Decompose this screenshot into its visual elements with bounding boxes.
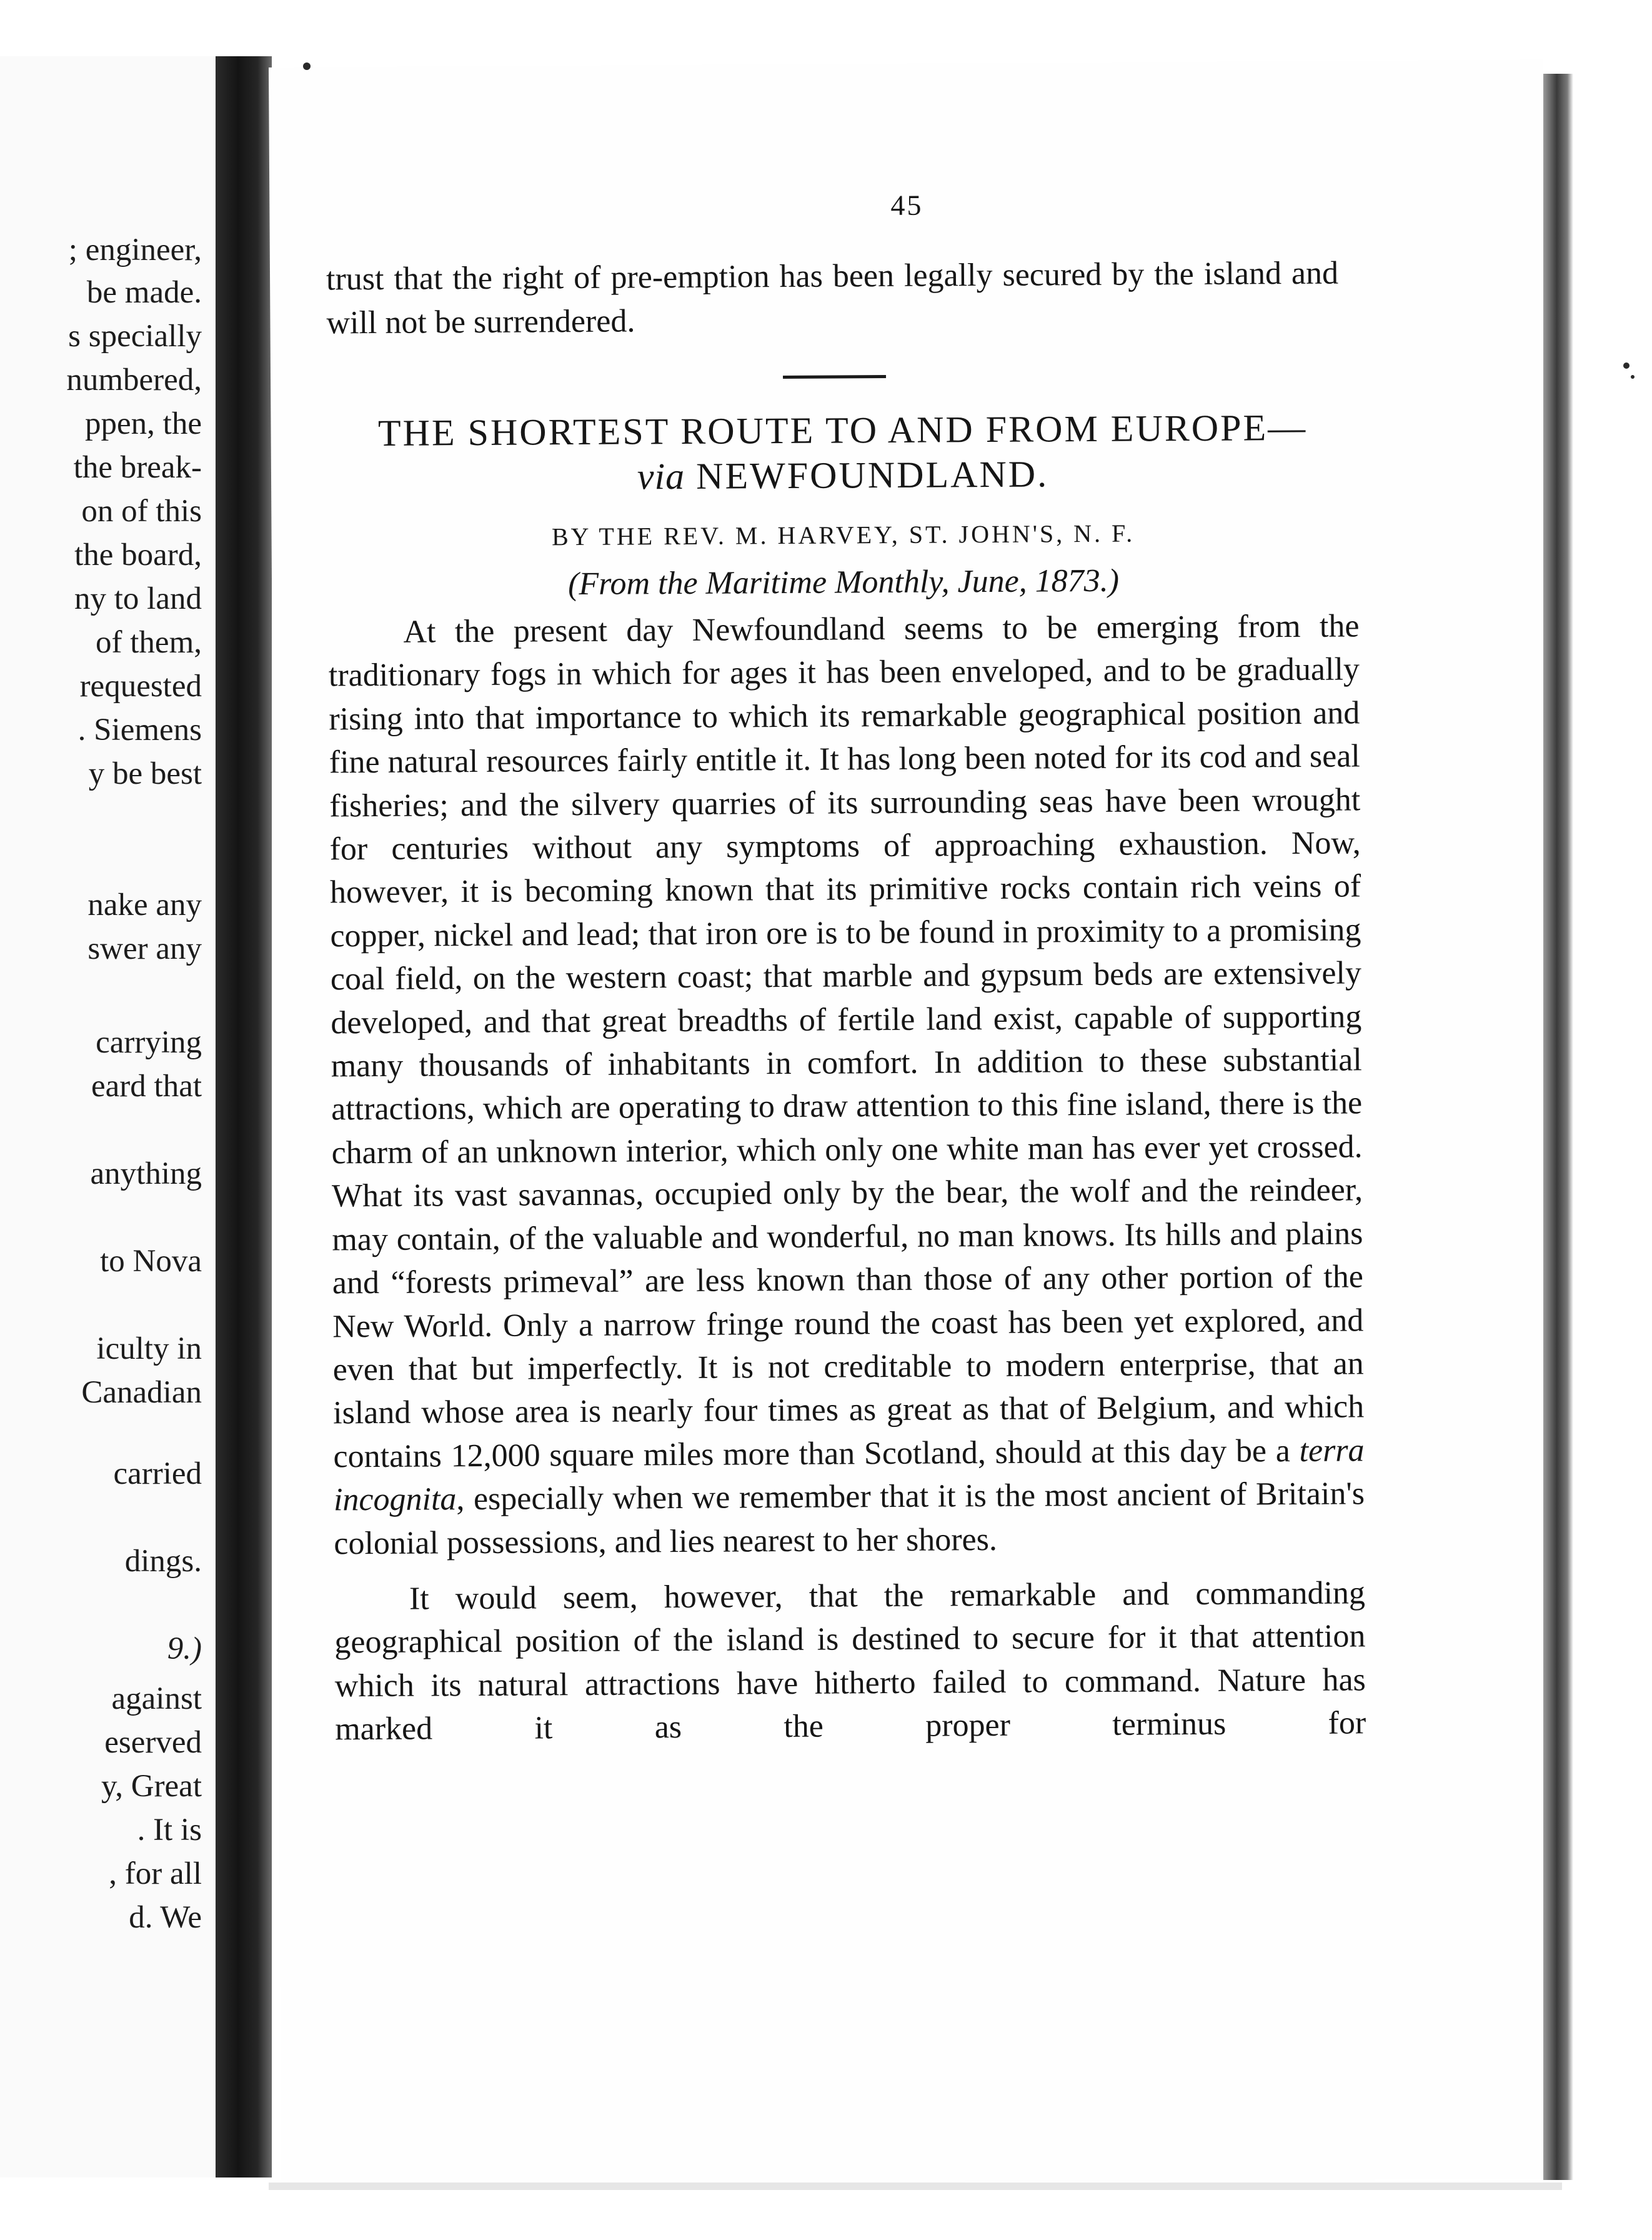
left-page-line: iculty in <box>96 1331 202 1366</box>
left-page-line: carried <box>113 1456 202 1491</box>
left-page-line: the board, <box>74 538 202 572</box>
left-page-line: be made. <box>86 275 202 310</box>
left-page-line: y, Great <box>101 1769 202 1804</box>
left-page-line: against <box>111 1681 202 1716</box>
continued-paragraph <box>326 252 1339 346</box>
paragraph-2: It would seem, however, that the remarkable and commanding geographical position of the island is destined to secure for it that attention which its natural attractions have hitherto failed to command. Nature has marked it as the proper terminus for <box>334 1575 1366 1748</box>
left-page-line: eard that <box>91 1069 202 1104</box>
left-page-line: nake any <box>87 888 202 922</box>
left-facing-page <box>0 56 216 2178</box>
section-divider-rule <box>783 375 886 379</box>
author-byline: BY THE REV. M. HARVEY, ST. JOHN'S, N. F. <box>551 519 1135 551</box>
left-page-line: d. We <box>129 1900 202 1935</box>
left-page-line: swer any <box>87 931 202 966</box>
title-line-1: THE SHORTEST ROUTE TO AND FROM EUROPE— <box>377 406 1308 454</box>
left-page-line: , for all <box>109 1856 202 1891</box>
left-page-line: y be best <box>88 756 202 791</box>
left-page-line: . It is <box>137 1812 202 1848</box>
source-citation: (From the Maritime Monthly, June, 1873.) <box>567 562 1120 602</box>
title-line-2: NEWFOUNDLAND. <box>695 453 1049 497</box>
scan-speck <box>1631 375 1635 379</box>
page-bottom-shadow <box>269 2182 1562 2190</box>
article-body <box>328 604 1366 1751</box>
page-number: 45 <box>890 189 923 221</box>
left-page-line: ny to land <box>74 581 202 616</box>
left-page-line: the break- <box>73 450 202 485</box>
left-page-line: . Siemens <box>77 712 202 748</box>
left-page-line: requested <box>79 669 202 704</box>
paragraph-1-part-2: , especially when we remember that it is the most ancient of Britain's colonial possessions, and lies nearest to her shores. <box>334 1476 1365 1561</box>
left-page-line: numbered, <box>66 362 202 398</box>
left-page-line: ; engineer, <box>68 232 202 268</box>
left-page-line: anything <box>90 1156 202 1191</box>
left-page-line: carrying <box>96 1025 202 1060</box>
left-page-line: on of this <box>81 494 202 529</box>
paragraph-1-part-1: At the present day Newfoundland seems to be emerging from the traditionary fogs in which for ages it has been enveloped, and to be gradually rising into that importance to which its remarkable geographical position and fine natural resources fairly entitle it. It has long been noted for its cod and seal fisheries; and the silvery quarries of its surrounding seas have been wrought for centuries without any symptoms of approaching exhaustion. Now, however, it is becoming known that its primitive rocks contain rich veins of copper, nickel and lead; that iron ore is to be found in proximity to a promising coal field, on the western coast; that marble and gypsum beds are extensively developed, and that great breadths of fertile land exist, capable of supporting many thousands of inhabitants in comfort. In addition to these substantial attractions, which are operating to draw attention to this fine island, there is the charm of an unknown interior, which only one white man has ever yet crossed. What its vast savannas, occupied only by the bear, the wolf and the reindeer, may contain, of the valuable and wonderful, no man knows. Its hills and plains and “forests primeval” are less known than those of any other portion of the New World. Only a narrow fringe round the coast has been yet explored, and even that but imperfectly. It is not creditable to modern enterprise, that an island whose area is nearly four times as great as that of Belgium, and which contains 12,000 square miles more than Scotland, should at this day be a <box>328 608 1365 1475</box>
page-edge-shadow <box>1543 74 1573 2180</box>
paragraph-1 <box>328 604 1365 1565</box>
paragraph-1-italic-phrase: terra incognita <box>333 1432 1365 1518</box>
left-page-line: dings. <box>124 1544 202 1579</box>
title-via: via <box>637 455 685 498</box>
scan-speck <box>303 62 311 70</box>
continued-text: trust that the right of pre-emption has been legally secured by the island and will not be surrendered. <box>326 255 1339 341</box>
page-gutter-shadow <box>216 56 272 2178</box>
main-page <box>269 60 1556 2186</box>
left-page-line: to Nova <box>100 1244 202 1279</box>
left-page-line: s specially <box>68 319 202 354</box>
article-title <box>327 404 1358 501</box>
left-page-line: ppen, the <box>85 406 202 441</box>
left-page-line: Canadian <box>81 1375 202 1410</box>
left-page-line: of them, <box>96 625 202 660</box>
left-page-line: eserved <box>104 1725 202 1760</box>
scan-speck <box>1623 362 1630 369</box>
left-page-line: 9.) <box>167 1631 202 1666</box>
